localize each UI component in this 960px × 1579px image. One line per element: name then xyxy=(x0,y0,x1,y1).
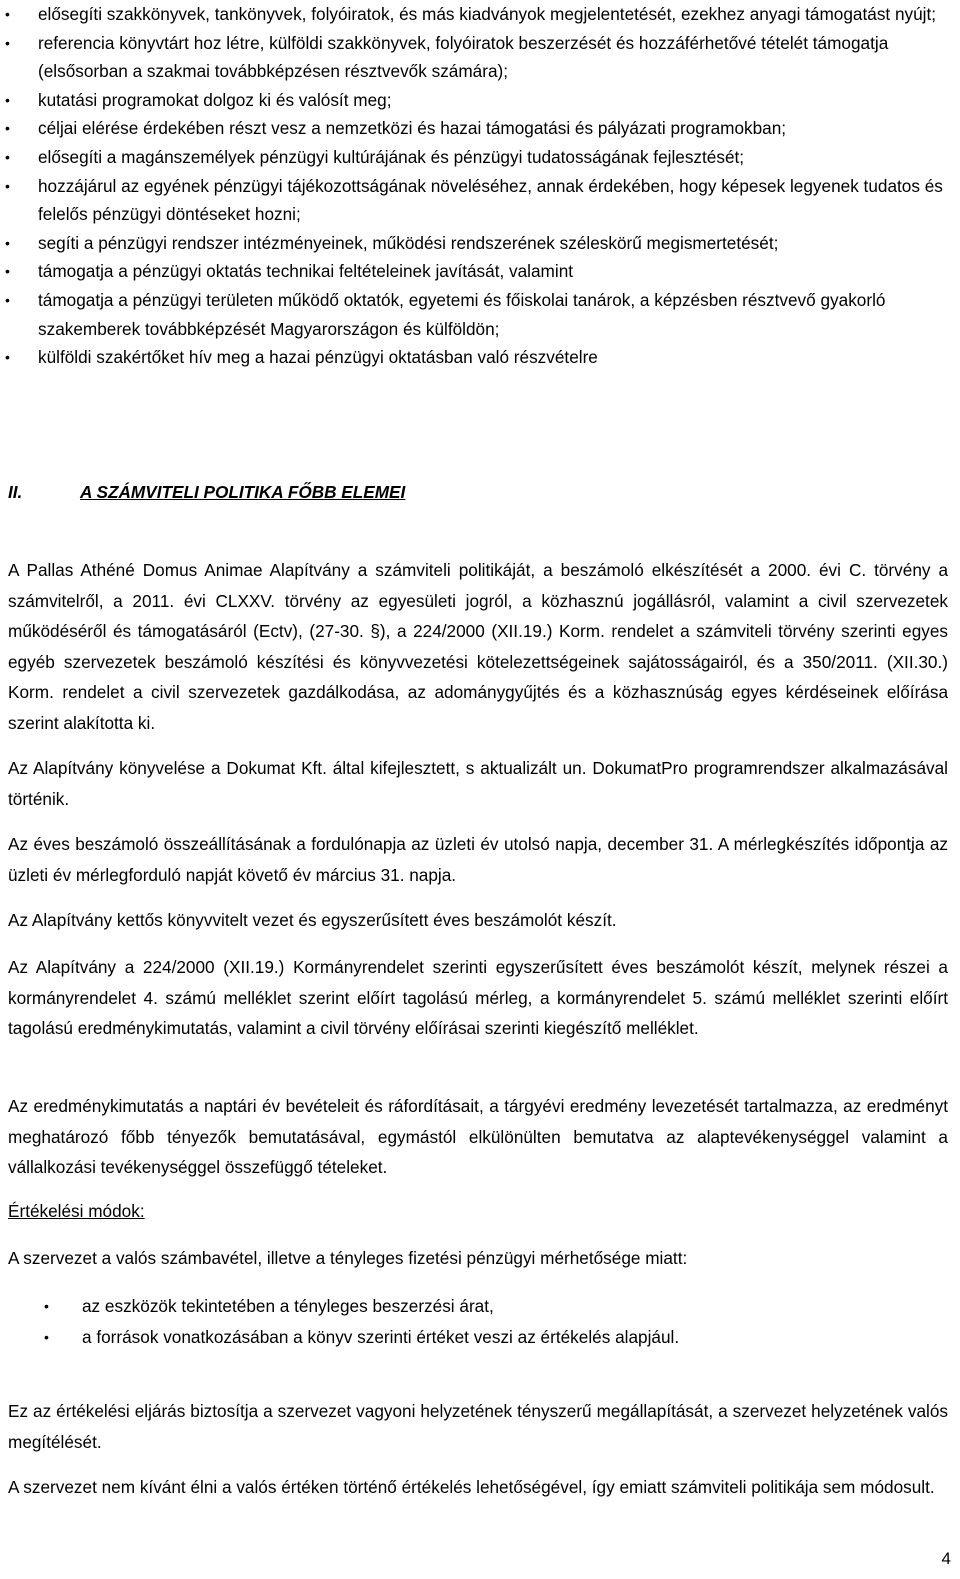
list-item: • támogatja a pénzügyi területen működő oktatók, egyetemi és főiskolai tanárok, a képzésben résztvevő gyakorló szakemberek továbbképzését Magyarországon és külföldön; xyxy=(0,286,960,343)
list-item: • elősegíti a magánszemélyek pénzügyi kultúrájának és pénzügyi tudatosságának fejlesztését; xyxy=(0,143,960,172)
list-item: • elősegíti szakkönyvek, tankönyvek, folyóiratok, és más kiadványok megjelentetését, ezekhez anyagi támogatást nyújt; xyxy=(0,0,960,29)
list-item: • támogatja a pénzügyi oktatás technikai feltételeinek javítását, valamint xyxy=(0,257,960,286)
paragraph-income-statement: Az eredménykimutatás a naptári év bevételeit és ráfordításait, a tárgyévi eredmény levezetését tartalmazza, az eredményt meghatározó főbb tényezők bemutatásával, egymástól elkülönülten bemutatva az alaptevékenységgel valamint a vállalkozási tevékenységgel összefüggő tételeket. xyxy=(8,1096,948,1177)
valuation-methods-heading: Értékelési módok: xyxy=(8,1201,145,1221)
bullet-icon: • xyxy=(44,1328,49,1345)
bullet-icon: • xyxy=(5,6,10,22)
paragraph-simplified-report: Az Alapítvány a 224/2000 (XII.19.) Kormányrendelet szerinti egyszerűsített éves beszámolót készít, melynek részei a kormányrendelet 4. számú melléklet szerint előírt tagolású mérleg, a kormányrendelet 5. számú melléklet szerinti előírt tagolású eredménykimutatás, valamint a civil törvény előírásai szerinti kiegészítő melléklet. xyxy=(8,957,948,1038)
paragraph-legal-basis: A Pallas Athéné Domus Animae Alapítvány a számviteli politikáját, a beszámoló elkészítését a 2000. évi C. törvény a számvitelről, a 2011. évi CLXXV. törvény az egyesületi jogról, a közhasznú jogállásról, valamint a civil szervezetek működéséről és támogatásáról (Ectv), (27-30. §), a 224/2000 (XII.19.) Korm. rendelet a számviteli törvény szerinti egyes egyéb szervezetek beszámoló készítési és könyvvezetési kötelezettségeinek sajátosságairól, és a 350/2011. (XII.30.) Korm. rendelet a civil szervezetek gazdálkodása, az adománygyűjtés és a közhasznúság egyes kérdéseinek előírása szerint alakította ki. xyxy=(8,560,948,733)
paragraph-valuation-procedure: Ez az értékelési eljárás biztosítja a szervezet vagyoni helyzetének tényszerű megállapítását, a szervezet helyzetének valós megítélését. xyxy=(8,1401,948,1452)
list-item: • referencia könyvtárt hoz létre, külföldi szakkönyvek, folyóiratok beszerzését és hozzáférhetővé tételét támogatja (elsősorban a szakmai továbbképzésen résztvevők számára); xyxy=(0,29,960,86)
paragraph-reporting-date: Az éves beszámoló összeállításának a fordulónapja az üzleti év utolsó napja, december 31. A mérlegkészítés időpontja az üzleti év mérlegforduló napját követő év március 31. napja. xyxy=(8,834,948,885)
bullet-icon: • xyxy=(5,234,10,251)
list-item: • az eszközök tekintetében a tényleges beszerzési árat, xyxy=(0,1291,960,1322)
page-number: 4 xyxy=(941,1549,951,1568)
valuation-list xyxy=(0,1291,960,1352)
bullet-icon: • xyxy=(5,148,10,165)
bullet-icon: • xyxy=(5,349,10,366)
list-item: • segíti a pénzügyi rendszer intézményeinek, működési rendszerének széleskörű megismertetését; xyxy=(0,229,960,258)
section-number: II. xyxy=(8,482,23,502)
bullet-icon: • xyxy=(5,263,10,280)
list-item: • kutatási programokat dolgoz ki és valósít meg; xyxy=(0,86,960,115)
list-item: • hozzájárul az egyének pénzügyi tájékozottságának növeléséhez, annak érdekében, hogy képesek legyenek tudatos és felelős pénzügyi döntéseket hozni; xyxy=(0,172,960,229)
bullet-icon: • xyxy=(5,91,10,108)
section-title: A SZÁMVITELI POLITIKA FŐBB ELEMEI xyxy=(80,482,406,502)
paragraph-valuation-intro: A szervezet a valós számbavétel, illetve a tényleges fizetési pénzügyi mérhetősége miatt: xyxy=(8,1248,688,1268)
section-heading xyxy=(0,482,960,510)
list-item: • a források vonatkozásában a könyv szerinti értéket veszi az értékelés alapjául. xyxy=(0,1322,960,1353)
bullet-icon: • xyxy=(5,120,10,137)
list-item: • céljai elérése érdekében részt vesz a nemzetközi és hazai támogatási és pályázati programokban; xyxy=(0,114,960,143)
paragraph-double-entry: Az Alapítvány kettős könyvvitelt vezet és egyszerűsített éves beszámolót készít. xyxy=(8,910,617,930)
bullet-icon: • xyxy=(5,291,10,308)
bullet-icon: • xyxy=(5,177,10,194)
list-item: • külföldi szakértőket hív meg a hazai pénzügyi oktatásban való részvételre xyxy=(0,343,960,372)
paragraph-bookkeeping: Az Alapítvány könyvelése a Dokumat Kft. által kifejlesztett, s aktualizált un. DokumatPro programrendszer alkalmazásával történik. xyxy=(8,758,948,809)
objectives-list xyxy=(0,0,960,372)
bullet-icon: • xyxy=(5,34,10,51)
paragraph-fair-value: A szervezet nem kívánt élni a valós értéken történő értékelés lehetőségével, így emiatt számviteli politikája sem módosult. xyxy=(8,1477,935,1497)
bullet-icon: • xyxy=(44,1298,49,1314)
